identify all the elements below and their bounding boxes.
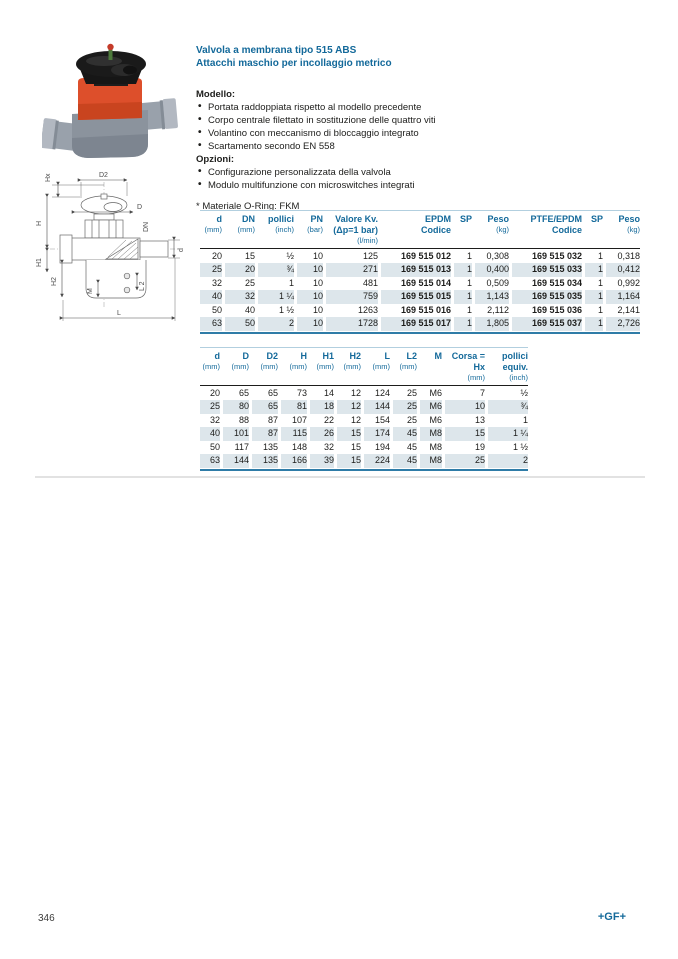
column-header-peso: Peso (kg)	[618, 214, 640, 234]
table-cell: 194	[374, 441, 390, 452]
table-cell: 1 ½	[512, 441, 528, 452]
column-header-d: d (mm)	[204, 214, 222, 234]
description-block	[196, 88, 506, 213]
table-cell: 169 515 012	[400, 250, 451, 261]
column-header-h2: H2 (mm)	[343, 351, 361, 371]
table-cell: 12	[350, 387, 361, 398]
table-cell: 12	[337, 400, 361, 414]
table-cell: 45	[393, 427, 417, 441]
column-header-sp: SP	[590, 214, 603, 224]
table-cell: 40	[244, 304, 255, 315]
dim-label-h: H	[36, 220, 43, 226]
table-cell: 124	[374, 387, 390, 398]
table-cell: 87	[267, 414, 278, 425]
table-cell: 25	[445, 454, 485, 468]
column-header-h1: H1 (mm)	[316, 351, 334, 371]
column-header-ptfe-codice: PTFE/EPDM Codice	[530, 214, 582, 235]
table-cell: 1	[585, 290, 603, 304]
order-data-table	[200, 210, 640, 334]
table-cell: 32	[225, 290, 255, 304]
table-cell: 125	[362, 250, 378, 261]
list-item: • Scartamento secondo EN 558	[196, 140, 506, 153]
table-cell: 169 515 033	[512, 263, 582, 277]
dim-label-m: M	[87, 288, 94, 294]
table-cell: M6	[420, 400, 442, 414]
table-cell: M6	[429, 387, 442, 398]
table-cell: 224	[364, 454, 390, 468]
table-cell: 65	[252, 400, 278, 414]
table-cell: 0,318	[617, 250, 640, 261]
table-cell: ¾	[258, 263, 294, 277]
table-cell: 2	[488, 454, 528, 468]
table-cell: 25	[406, 414, 417, 425]
table-cell: ½	[520, 387, 528, 398]
table-cell: 10	[297, 263, 323, 277]
table-cell: 169 515 034	[531, 277, 582, 288]
table-cell: 13	[474, 414, 485, 425]
column-header-kv: Valore Kv. (Δp=1 bar) (l/min)	[333, 214, 378, 245]
column-header-l: L (mm)	[372, 351, 390, 371]
list-item: • Corpo centrale filettato in sostituzione delle quattro viti	[196, 114, 506, 127]
table-cell: 1,805	[475, 317, 509, 331]
dim-label-h1: H1	[36, 258, 43, 267]
table-cell: 1	[585, 317, 603, 331]
table-cell: 1	[522, 414, 528, 425]
table-bottom-rule	[200, 469, 528, 471]
opzioni-list	[196, 166, 506, 192]
table-cell: 10	[445, 400, 485, 414]
dim-label-d-cap: D	[137, 204, 143, 211]
column-header-d2: D2 (mm)	[260, 351, 278, 371]
table-body	[200, 249, 640, 331]
table-cell: 271	[326, 263, 378, 277]
opzioni-heading: Opzioni:	[196, 154, 234, 165]
table-cell: 169 515 017	[381, 317, 451, 331]
table-cell: 1,143	[475, 290, 509, 304]
table-cell: 0,400	[475, 263, 509, 277]
table-cell: 81	[281, 400, 307, 414]
table-cell: 1	[288, 277, 294, 288]
table-cell: 0,992	[617, 277, 640, 288]
table-cell: 101	[223, 427, 249, 441]
table-cell: 65	[267, 387, 278, 398]
column-header-m: M	[434, 351, 442, 361]
table-cell: 25	[200, 400, 220, 414]
table-cell: 65	[238, 387, 249, 398]
table-cell: 169 515 016	[400, 304, 451, 315]
dim-label-hx: Hx	[45, 173, 52, 182]
table-cell: 10	[312, 304, 323, 315]
table-cell: 107	[291, 414, 307, 425]
dim-label-l: L	[117, 310, 121, 317]
table-header-row	[200, 211, 640, 248]
table-cell: 1	[466, 277, 472, 288]
table-cell: 20	[225, 263, 255, 277]
modello-heading: Modello:	[196, 89, 236, 100]
list-item: • Portata raddoppiata rispetto al modello precedente	[196, 101, 506, 114]
table-cell: 1	[466, 250, 472, 261]
table-cell: 1	[597, 277, 603, 288]
valve-bonnet-shade	[78, 102, 142, 120]
table-cell: ½	[286, 250, 294, 261]
table-cell: 18	[310, 400, 334, 414]
table-cell: 39	[310, 454, 334, 468]
table-cell: 1	[454, 290, 472, 304]
table-cell: 50	[209, 441, 220, 452]
column-header-h: H (mm)	[289, 351, 307, 371]
table-cell: 10	[297, 290, 323, 304]
table-cell: 1	[454, 317, 472, 331]
table-body	[200, 386, 528, 468]
table-cell: 25	[406, 387, 417, 398]
page-number: 346	[38, 913, 55, 924]
table-cell: 148	[291, 441, 307, 452]
table-cell: 40	[200, 290, 222, 304]
table-cell: 32	[209, 414, 220, 425]
table-cell: 169 515 014	[400, 277, 451, 288]
table-cell: 481	[362, 277, 378, 288]
table-cell: 87	[252, 427, 278, 441]
table-cell: 1728	[326, 317, 378, 331]
column-header-pollici: pollici (inch)	[267, 214, 294, 234]
table-cell: 0,412	[606, 263, 640, 277]
table-cell: 40	[200, 427, 220, 441]
dimension-table	[200, 347, 528, 471]
table-cell: 115	[281, 427, 307, 441]
table-cell: 45	[406, 441, 417, 452]
title-line-1: Valvola a membrana tipo 515 ABS	[196, 45, 357, 56]
dim-label-dn: DN	[143, 221, 150, 232]
table-header-row	[200, 348, 528, 385]
list-item: • Volantino con meccanismo di bloccaggio integrato	[196, 127, 506, 140]
table-cell: 117	[234, 441, 249, 452]
table-cell: 2,726	[606, 317, 640, 331]
table-cell: 154	[374, 414, 390, 425]
section-divider	[35, 476, 645, 478]
table-cell: 15	[350, 441, 361, 452]
table-cell: 169 515 037	[512, 317, 582, 331]
table-cell: 2,112	[487, 304, 509, 315]
column-header-l2: L2 (mm)	[399, 351, 417, 371]
table-cell: M8	[420, 454, 442, 468]
list-item: • Modulo multifunzione con microswitches integrati	[196, 179, 506, 192]
dimension-drawing	[28, 166, 192, 348]
table-cell: 63	[200, 454, 220, 468]
table-cell: 1	[597, 304, 603, 315]
table-cell: 174	[364, 427, 390, 441]
table-cell: 10	[297, 317, 323, 331]
table-cell: 10	[312, 250, 323, 261]
table-cell: 1,164	[606, 290, 640, 304]
table-cell: 169 515 035	[512, 290, 582, 304]
table-cell: 10	[312, 277, 323, 288]
list-item: • Configurazione personalizzata della valvola	[196, 166, 506, 179]
table-cell: 45	[393, 454, 417, 468]
table-cell: 25	[244, 277, 255, 288]
column-header-epdm-codice: EPDM Codice	[420, 214, 451, 235]
dim-label-d-small: d	[178, 248, 185, 252]
table-cell: 135	[262, 441, 278, 452]
table-cell: 50	[211, 304, 222, 315]
table-cell: 1	[454, 263, 472, 277]
gf-logo: +GF+	[597, 911, 626, 923]
table-cell: 20	[209, 387, 220, 398]
table-cell: 73	[296, 387, 307, 398]
column-header-d: d (mm)	[202, 351, 220, 371]
table-cell: 15	[337, 427, 361, 441]
table-cell: 50	[225, 317, 255, 331]
table-cell: 25	[393, 400, 417, 414]
table-cell: 14	[323, 387, 334, 398]
dim-label-h2: H2	[51, 277, 58, 286]
table-cell: ¾	[488, 400, 528, 414]
column-header-sp: SP	[459, 214, 472, 224]
table-cell: 80	[223, 400, 249, 414]
dim-label-d2: D2	[99, 172, 108, 179]
table-cell: 1 ½	[278, 304, 294, 315]
table-cell: 0,509	[486, 277, 509, 288]
table-cell: 1	[466, 304, 472, 315]
table-cell: 20	[211, 250, 222, 261]
table-cell: 7	[479, 387, 485, 398]
modello-list	[196, 101, 506, 153]
valve-body-shade	[72, 134, 148, 158]
table-cell: 15	[244, 250, 255, 261]
table-cell: 2,141	[617, 304, 640, 315]
table-cell: 1 ¼	[258, 290, 294, 304]
table-cell: 2	[258, 317, 294, 331]
o-ring-footnote: * Materiale O-Ring: FKM	[196, 201, 300, 212]
table-cell: 135	[252, 454, 278, 468]
table-cell: 63	[200, 317, 222, 331]
column-header-d-cap: D (mm)	[231, 351, 249, 371]
table-cell: 169 515 032	[531, 250, 582, 261]
dim-label-l2: L 2	[139, 281, 146, 291]
table-cell: 19	[474, 441, 485, 452]
table-cell: 1 ¼	[488, 427, 528, 441]
table-cell: 15	[445, 427, 485, 441]
table-cell: M8	[429, 441, 442, 452]
table-cell: 25	[200, 263, 222, 277]
table-cell: M6	[429, 414, 442, 425]
table-cell: 759	[326, 290, 378, 304]
table-cell: 0,308	[486, 250, 509, 261]
column-header-dn: DN (mm)	[237, 214, 255, 234]
table-cell: 32	[323, 441, 334, 452]
table-cell: 1	[585, 263, 603, 277]
title-line-2: Attacchi maschio per incollaggio metrico	[196, 58, 392, 69]
column-header-corsa: Corsa = Hx (mm)	[451, 351, 485, 382]
table-cell: 169 515 015	[381, 290, 451, 304]
table-bottom-rule	[200, 332, 640, 334]
column-header-pn: PN (bar)	[307, 214, 323, 234]
table-cell: 22	[323, 414, 334, 425]
table-cell: 15	[337, 454, 361, 468]
table-cell: 166	[281, 454, 307, 468]
page-title	[196, 44, 392, 70]
column-header-peso: Peso (kg)	[487, 214, 509, 234]
table-cell: 32	[211, 277, 222, 288]
table-cell: 144	[223, 454, 249, 468]
table-cell: 88	[238, 414, 249, 425]
column-header-pollici-equiv: pollici equiv. (inch)	[501, 351, 528, 382]
table-cell: 1	[597, 250, 603, 261]
table-cell: 169 515 013	[381, 263, 451, 277]
product-photo	[42, 40, 178, 164]
table-cell: 1263	[357, 304, 378, 315]
table-cell: 26	[310, 427, 334, 441]
table-cell: 144	[364, 400, 390, 414]
table-cell: 12	[350, 414, 361, 425]
table-cell: M8	[420, 427, 442, 441]
table-cell: 169 515 036	[531, 304, 582, 315]
